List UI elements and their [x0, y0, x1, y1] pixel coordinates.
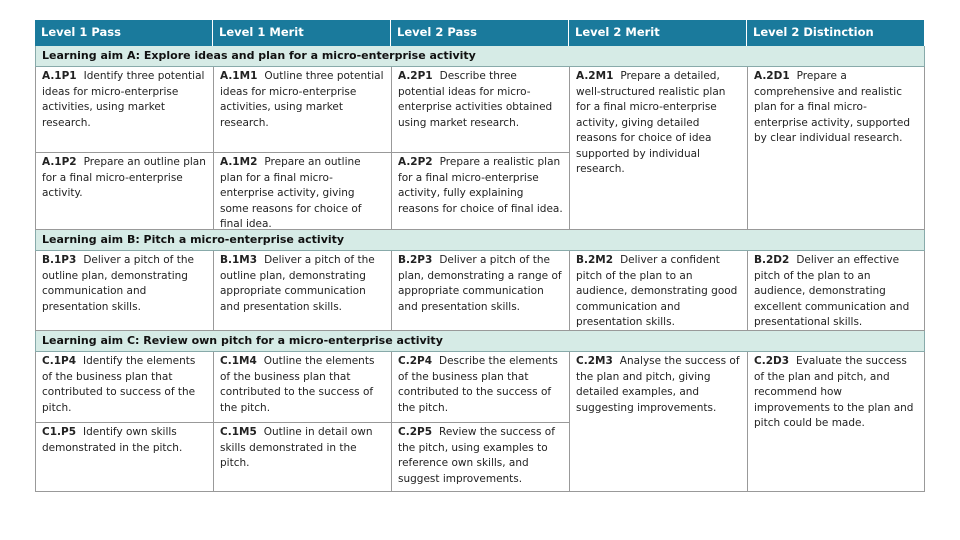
criterion-code: A.2D1	[754, 70, 790, 82]
criterion-text: Prepare a realistic plan for a final micro-enterprise activity, fully explaining reasons for choice of final idea.	[398, 156, 563, 215]
learning-aim-b: Learning aim B: Pitch a micro-enterprise activity	[35, 230, 925, 251]
criterion-c1p5	[35, 423, 213, 492]
criterion-code: A.1M1	[220, 70, 258, 82]
criterion-text: Identify three potential ideas for micro-enterprise activities, using market research.	[42, 70, 205, 129]
header-level-2-merit: Level 2 Merit	[569, 20, 747, 46]
criterion-c1m4	[213, 352, 391, 423]
criterion-a1p1	[35, 67, 213, 153]
criterion-code: C.2P4	[398, 355, 433, 367]
criterion-code: B.2D2	[754, 254, 790, 266]
criterion-a1p2	[35, 153, 213, 230]
grading-criteria-table	[35, 20, 925, 517]
learning-aim-a: Learning aim A: Explore ideas and plan for a micro-enterprise activity	[35, 46, 925, 67]
criterion-text: Identify own skills demonstrated in the pitch.	[42, 426, 183, 454]
criterion-code: A.1P1	[42, 70, 77, 82]
criterion-text: Prepare an outline plan for a final micro-enterprise activity, giving some reasons for choice of final idea.	[220, 156, 362, 230]
criterion-code: B.2P3	[398, 254, 433, 266]
criterion-a2p2	[391, 153, 569, 230]
criterion-text: Prepare a detailed, well-structured realistic plan for a final micro-enterprise activity, giving detailed reasons for choice of idea supported by individual research.	[576, 70, 726, 175]
criterion-code: B.1P3	[42, 254, 77, 266]
criterion-text: Deliver a pitch of the plan, demonstrating a range of appropriate communication and presentation skills.	[398, 254, 562, 313]
criterion-b1m3	[213, 251, 391, 331]
criterion-code: B.2M2	[576, 254, 614, 266]
criterion-text: Deliver a confident pitch of the plan to an audience, demonstrating good communication and presentation skills.	[576, 254, 738, 328]
criterion-text: Prepare an outline plan for a final micro-enterprise activity.	[42, 156, 206, 199]
criterion-a1m1	[213, 67, 391, 153]
criterion-b2p3	[391, 251, 569, 331]
criterion-text: Outline the elements of the business plan that contributed to the success of the pitch.	[220, 355, 375, 414]
header-level-2-distinction: Level 2 Distinction	[747, 20, 925, 46]
criterion-a2p1	[391, 67, 569, 153]
criterion-b1p3	[35, 251, 213, 331]
criterion-code: C1.P5	[42, 426, 77, 438]
criterion-code: C.1M5	[220, 426, 257, 438]
criterion-c2d3	[747, 352, 925, 492]
criterion-code: A.2M1	[576, 70, 614, 82]
criterion-text: Deliver a pitch of the outline plan, demonstrating appropriate communication and presentation skills.	[220, 254, 375, 313]
criterion-text: Deliver an effective pitch of the plan to an audience, demonstrating excellent communication and presentational skills.	[754, 254, 910, 328]
learning-aim-c: Learning aim C: Review own pitch for a micro-enterprise activity	[35, 331, 925, 352]
criterion-b2m2	[569, 251, 747, 331]
criterion-c2p4	[391, 352, 569, 423]
criterion-code: C.1M4	[220, 355, 257, 367]
criterion-a2m1	[569, 67, 747, 230]
criterion-c2m3	[569, 352, 747, 492]
header-level-1-merit: Level 1 Merit	[213, 20, 391, 46]
criterion-text: Deliver a pitch of the outline plan, demonstrating communication and presentation skills.	[42, 254, 194, 313]
criterion-text: Review the success of the pitch, using examples to reference own skills, and suggest improvements.	[398, 426, 555, 485]
header-level-2-pass: Level 2 Pass	[391, 20, 569, 46]
criterion-code: A.2P1	[398, 70, 433, 82]
header-level-1-pass: Level 1 Pass	[35, 20, 213, 46]
criterion-code: C.2M3	[576, 355, 613, 367]
criterion-code: A.1P2	[42, 156, 77, 168]
criterion-code: B.1M3	[220, 254, 258, 266]
criterion-code: C.2P5	[398, 426, 433, 438]
criterion-c1p4	[35, 352, 213, 423]
criterion-c1m5	[213, 423, 391, 492]
criterion-code: A.1M2	[220, 156, 258, 168]
criterion-text: Describe the elements of the business plan that contributed to the success of the pitch.	[398, 355, 558, 414]
criterion-code: C.2D3	[754, 355, 790, 367]
criterion-a1m2	[213, 153, 391, 230]
criterion-text: Outline three potential ideas for micro-enterprise activities, using market research.	[220, 70, 384, 129]
criterion-text: Identify the elements of the business plan that contributed to success of the pitch.	[42, 355, 196, 414]
criterion-c2p5	[391, 423, 569, 492]
criterion-b2d2	[747, 251, 925, 331]
criterion-text: Analyse the success of the plan and pitch, giving detailed examples, and suggesting improvements.	[576, 355, 740, 414]
criterion-text: Outline in detail own skills demonstrated in the pitch.	[220, 426, 373, 469]
criterion-text: Describe three potential ideas for micro-enterprise activities obtained using market research.	[398, 70, 553, 129]
criterion-text: Prepare a comprehensive and realistic plan for a final micro-enterprise activity, supported by clear individual research.	[754, 70, 910, 144]
criterion-code: C.1P4	[42, 355, 77, 367]
criterion-text: Evaluate the success of the plan and pitch, and recommend how improvements to the plan and pitch could be made.	[754, 355, 914, 429]
criterion-a2d1	[747, 67, 925, 230]
criterion-code: A.2P2	[398, 156, 433, 168]
